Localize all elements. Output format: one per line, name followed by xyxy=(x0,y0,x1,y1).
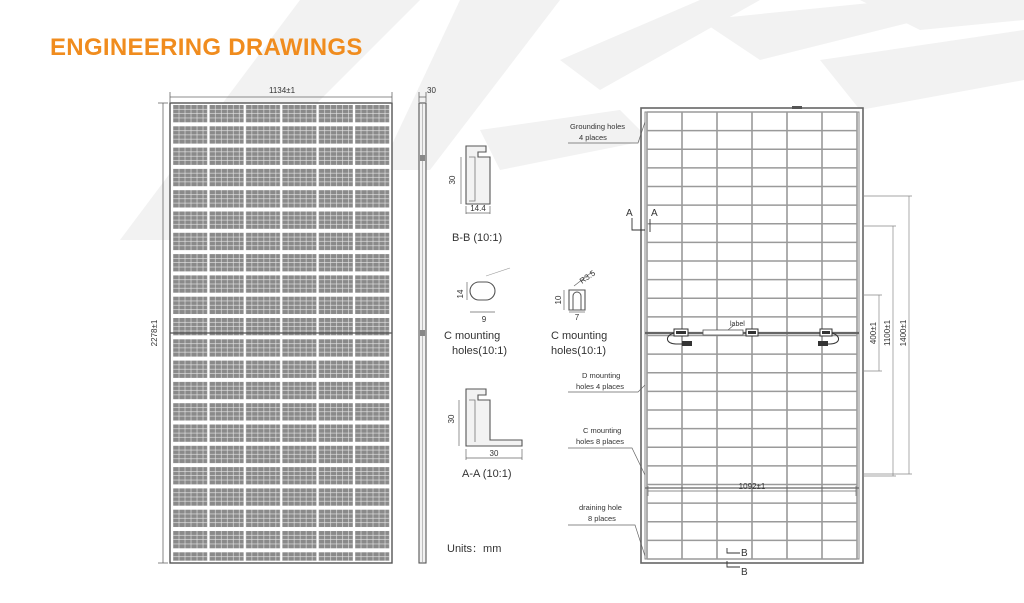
d-mount-label-line2: holes 4 places xyxy=(576,382,624,391)
d-mount-label-line1: D mounting xyxy=(582,371,621,380)
c-hole-2-caption-line2: holes(10:1) xyxy=(551,345,607,357)
c-hole-1-width: 9 xyxy=(481,315,487,324)
section-b-marker-bottom: B xyxy=(741,567,748,578)
front-width-label: 1134±1 xyxy=(268,86,296,95)
section-a-marker-right: A xyxy=(651,208,658,219)
page-title: ENGINEERING DRAWINGS xyxy=(50,34,363,61)
drain-label-line1: draining hole xyxy=(579,503,622,512)
section-bb-width: 14.4 xyxy=(470,204,486,213)
back-view xyxy=(568,106,912,578)
c-hole-1-caption-line2: holes(10:1) xyxy=(452,345,508,357)
c-mount-label-line2: holes 8 places xyxy=(576,437,624,446)
section-aa-caption: A-A (10:1) xyxy=(462,468,512,480)
section-bb-caption: B-B (10:1) xyxy=(452,232,503,244)
c-hole-2-width: 7 xyxy=(574,313,580,322)
c-hole-2-caption-line1: C mounting xyxy=(551,330,608,342)
grounding-label-line1: Grounding holes xyxy=(570,122,626,131)
section-c-hole-1 xyxy=(444,268,510,357)
c-hole-2-height: 10 xyxy=(554,295,563,305)
c-mount-label-line1: C mounting xyxy=(583,426,622,435)
units-label: Units：mm xyxy=(447,543,502,555)
section-aa-height: 30 xyxy=(447,414,456,424)
section-bb-height: 30 xyxy=(448,175,457,185)
dim-1100-label: 1100±1 xyxy=(883,319,892,347)
grounding-label-line2: 4 places xyxy=(579,133,607,142)
dim-1092-label: 1092±1 xyxy=(738,482,766,491)
drain-label-line2: 8 places xyxy=(588,514,616,523)
front-height-label: 2278±1 xyxy=(150,319,159,347)
dim-400-label: 400±1 xyxy=(869,321,878,345)
c-hole-1-caption-line1: C mounting xyxy=(444,330,501,342)
section-c-hole-2 xyxy=(551,268,607,357)
c-hole-1-height: 14 xyxy=(456,289,465,299)
side-view xyxy=(419,86,436,563)
side-thickness-label: 30 xyxy=(427,86,436,95)
c-hole-2-radius: R3.5 xyxy=(577,268,597,286)
front-view xyxy=(150,86,392,563)
back-label-text: label xyxy=(730,321,745,328)
front-height-dimension xyxy=(158,103,168,563)
section-bb xyxy=(448,146,502,244)
section-a-marker-left: A xyxy=(626,208,633,219)
section-aa-width: 30 xyxy=(489,449,499,458)
section-aa xyxy=(447,389,522,480)
section-b-marker-top: B xyxy=(741,548,748,559)
dim-1400-label: 1400±1 xyxy=(899,319,908,347)
